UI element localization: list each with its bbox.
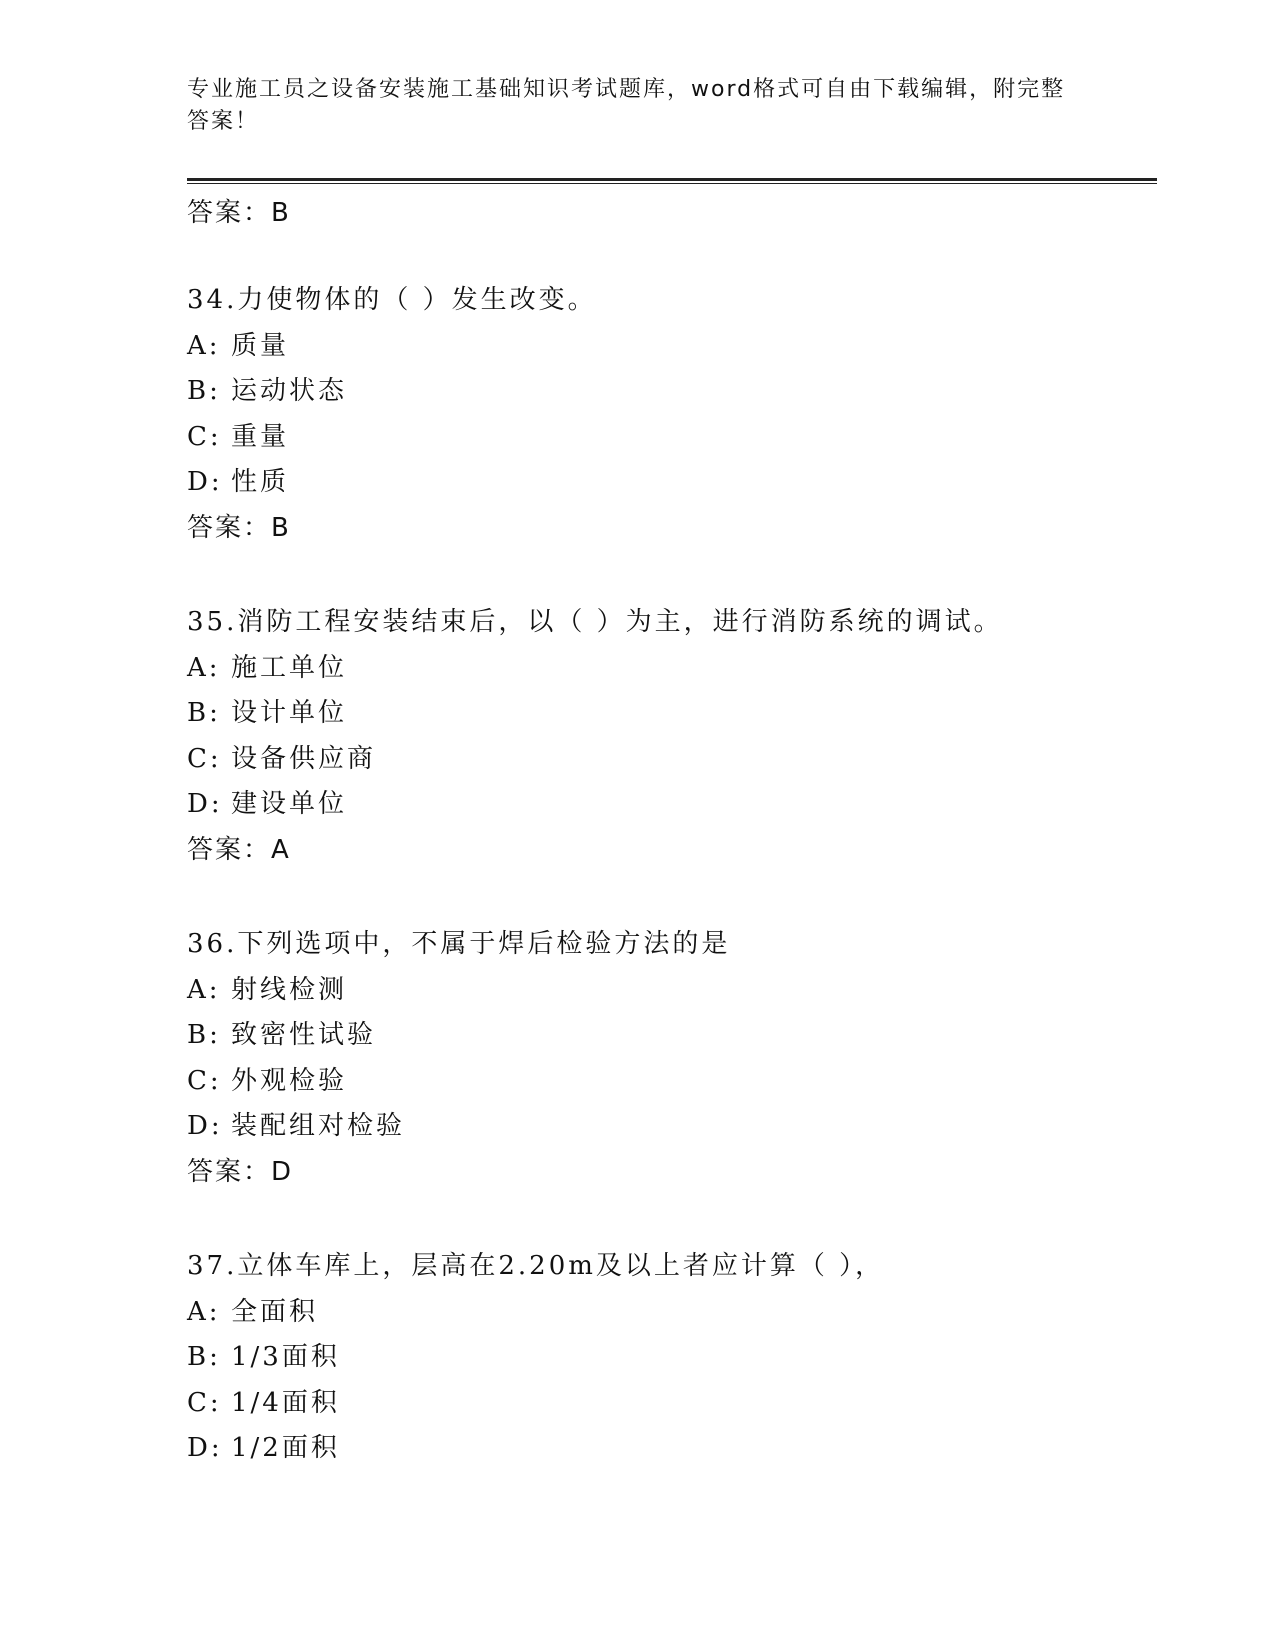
- option-text: 1/3面积: [231, 1342, 340, 1372]
- question-stem: 37.立体车库上，层高在2.20m及以上者应计算（ ），: [187, 1251, 885, 1281]
- option-a: [187, 324, 597, 370]
- option-c: [187, 1059, 730, 1105]
- option-label: B:: [187, 1342, 221, 1372]
- answer-line: 答案：D: [187, 1156, 294, 1187]
- option-label: D:: [187, 1433, 223, 1463]
- option-text: 1/2面积: [231, 1433, 340, 1463]
- option-text: 质量: [231, 330, 290, 361]
- option-d: [187, 1104, 730, 1150]
- option-c: [187, 1381, 884, 1427]
- option-text: 性质: [231, 467, 290, 497]
- option-label: B:: [187, 698, 221, 728]
- answer-line: 答案：B: [187, 512, 291, 543]
- option-a: [187, 1290, 884, 1336]
- header-divider-thin: [187, 183, 1157, 184]
- question-stem: 36.下列选项中，不属于焊后检验方法的是: [187, 929, 731, 959]
- option-label: A:: [187, 652, 221, 683]
- option-text: 全面积: [231, 1296, 319, 1327]
- option-label: D:: [187, 789, 223, 819]
- answer-line: 答案：A: [187, 834, 291, 865]
- option-text: 重量: [231, 421, 290, 452]
- option-label: D:: [187, 1111, 223, 1141]
- question-35: [187, 600, 1003, 873]
- option-text: 致密性试验: [231, 1020, 377, 1050]
- option-label: D:: [187, 467, 223, 497]
- option-label: C:: [187, 1065, 222, 1096]
- option-a: [187, 968, 730, 1014]
- question-stem: 34.力使物体的（ ）发生改变。: [187, 285, 597, 315]
- document-header: 专业施工员之设备安装施工基础知识考试题库，word格式可自由下载编辑，附完整答案！: [187, 77, 1066, 134]
- option-b: [187, 1013, 730, 1059]
- option-text: 设备供应商: [231, 743, 377, 774]
- option-b: [187, 369, 597, 415]
- option-c: [187, 737, 1003, 783]
- question-stem: 35.消防工程安装结束后，以（ ）为主，进行消防系统的调试。: [187, 607, 1003, 637]
- option-b: [187, 1335, 884, 1381]
- previous-answer: 答案：B: [187, 198, 291, 228]
- option-label: A:: [187, 1296, 221, 1327]
- option-label: B:: [187, 376, 221, 406]
- option-label: C:: [187, 1387, 222, 1418]
- option-text: 外观检验: [231, 1065, 348, 1096]
- option-text: 设计单位: [231, 698, 348, 728]
- option-text: 施工单位: [231, 652, 348, 683]
- question-36: [187, 922, 730, 1195]
- option-label: B:: [187, 1020, 221, 1050]
- header-divider-thick: [187, 178, 1157, 181]
- option-text: 装配组对检验: [231, 1111, 406, 1141]
- option-text: 射线检测: [231, 974, 348, 1005]
- option-text: 运动状态: [231, 376, 348, 406]
- option-label: C:: [187, 421, 222, 452]
- question-34: [187, 278, 597, 551]
- option-d: [187, 460, 597, 506]
- option-d: [187, 782, 1003, 828]
- option-c: [187, 415, 597, 461]
- option-label: C:: [187, 743, 222, 774]
- option-a: [187, 646, 1003, 692]
- option-b: [187, 691, 1003, 737]
- question-37: [187, 1244, 884, 1472]
- option-label: A:: [187, 974, 221, 1005]
- option-text: 建设单位: [231, 789, 348, 819]
- option-text: 1/4面积: [231, 1387, 340, 1418]
- option-label: A:: [187, 330, 221, 361]
- option-d: [187, 1426, 884, 1472]
